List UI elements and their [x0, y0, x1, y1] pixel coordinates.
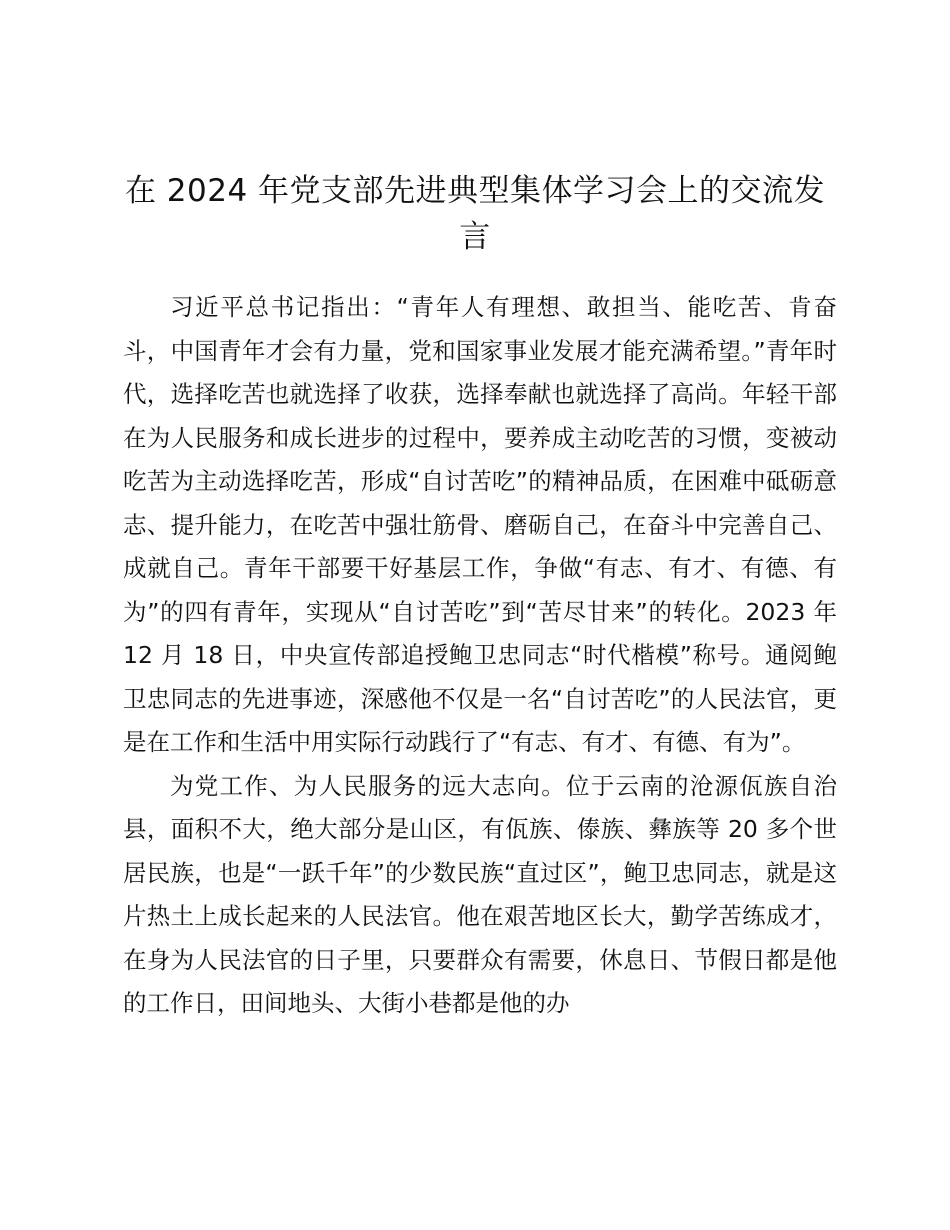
document-title: 在 2024 年党支部先进典型集体学习会上的交流发言	[124, 173, 826, 255]
paragraph-2: 为党工作、为人民服务的远大志向。位于云南的沧源佤族自治县，面积不大，绝大部分是山区，有佤族、傣族、彝族等 20 多个世居民族，也是“一跃千年”的少数民族“直过区”，鲍卫忠同志，就是这片热土上成长起来的人民法官。他在艰苦地区长大，勤学苦练成才，在身为人民法官的日子里，只要群众有需要，休息日、节假日都是他的工作日，田间地头、大街小巷都是他的办	[123, 771, 837, 1017]
document-body	[123, 286, 837, 1026]
paragraph-1: 习近平总书记指出：“青年人有理想、敢担当、能吃苦、肯奋斗，中国青年才会有力量，党和国家事业发展才能充满希望。”青年时代，选择吃苦也就选择了收获，选择奉献也就选择了高尚。年轻干部在为人民服务和成长进步的过程中，要养成主动吃苦的习惯，变被动吃苦为主动选择吃苦，形成“自讨苦吃”的精神品质，在困难中砥砺意志、提升能力，在吃苦中强壮筋骨、磨砺自己，在奋斗中完善自己、成就自己。青年干部要干好基层工作，争做“有志、有才、有德、有为”的四有青年，实现从“自讨苦吃”到“苦尽甘来”的转化。2023 年 12 月 18 日，中央宣传部追授鲍卫忠同志“时代楷模”称号。通阅鲍卫忠同志的先进事迹，深感他不仅是一名“自讨苦吃”的人民法官，更是在工作和生活中用实际行动践行了“有志、有才、有德、有为”。	[123, 293, 837, 756]
